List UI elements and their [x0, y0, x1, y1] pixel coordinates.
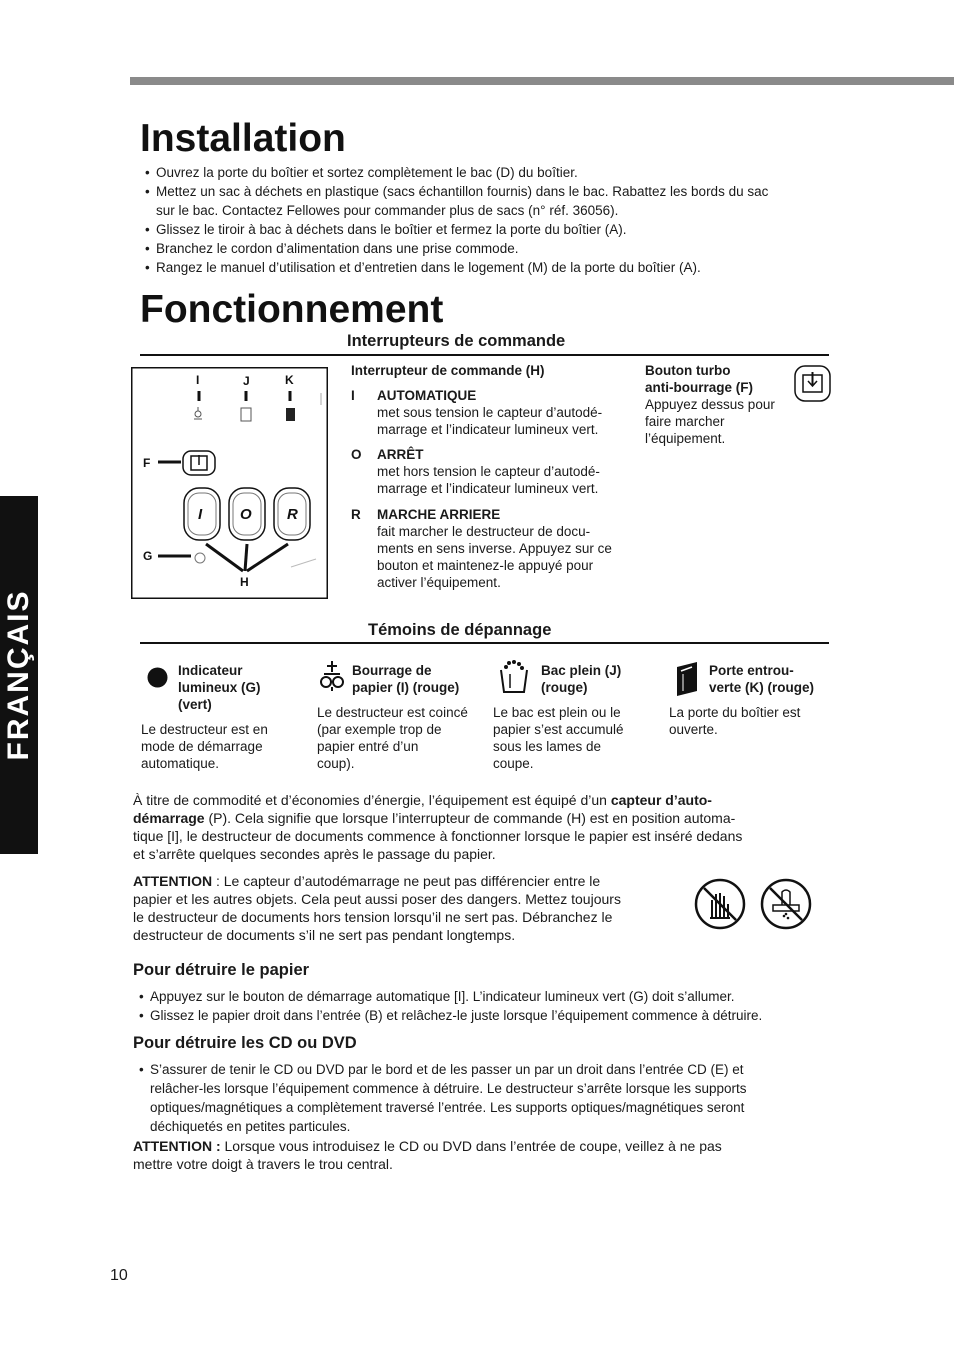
diagram-label-g: G — [143, 549, 153, 563]
indicator-desc — [669, 704, 800, 738]
indicator-desc — [141, 721, 268, 772]
language-tab — [0, 496, 38, 854]
list-item: • S’assurer de tenir le CD ou DVD par le bord et de les passer un par un droit dans l’entrée CD (E) et — [136, 1060, 836, 1079]
mode-desc: activer l’équipement. — [377, 575, 501, 590]
door-indicator-icon — [286, 408, 295, 421]
indicator-desc-line: papier s’est accumulé — [493, 722, 624, 737]
reverse-button-diagram — [274, 488, 310, 540]
door-open-icon — [676, 661, 698, 697]
autostart-text: et s’arrête quelques secondes après le passage du papier. — [133, 846, 496, 862]
switch-title: Interrupteur de commande (H) — [351, 363, 545, 378]
svg-text:R: R — [287, 506, 298, 523]
attention-text: destructeur de documents s’il ne sert pas pendant longtemps. — [133, 927, 516, 943]
turbo-description — [645, 362, 795, 447]
list-item-continuation — [136, 1117, 836, 1136]
bin-full-icon — [497, 660, 531, 694]
paper-jam-icon — [318, 660, 346, 692]
turbo-button-diagram — [183, 451, 215, 475]
cd-heading: Pour détruire les CD ou DVD — [133, 1034, 357, 1052]
attention-text: papier et les autres objets. Cela peut aussi poser des dangers. Mettez toujours — [133, 891, 621, 907]
list-item-continuation — [136, 1079, 836, 1098]
list-item-continuation — [136, 1098, 836, 1117]
cd-list — [136, 1060, 836, 1136]
attention-text: le destructeur de documents hors tension lorsqu’il ne sert pas. Débranchez le — [133, 909, 613, 925]
mode-key: I — [351, 388, 355, 403]
indicator-desc-line: automatique. — [141, 756, 220, 771]
turbo-desc: l’équipement. — [645, 431, 726, 446]
indicator-title-line: papier (I) (rouge) — [352, 680, 460, 695]
list-item: • Mettez un sac à déchets en plastique (sacs échantillon fournis) dans le bac. Rabattez les bords du sac — [142, 182, 832, 201]
indicator-desc-line: La porte du boîtier est — [669, 705, 801, 720]
fonctionnement-title: Fonctionnement — [140, 288, 444, 331]
autostart-text: À titre de commodité et d’économies d’énergie, l’équipement est équipé d’un — [133, 792, 611, 808]
troubleshooting-rule — [140, 642, 829, 644]
list-item: • Glissez le tiroir à bac à déchets dans le boîtier et fermez la porte du boîtier (A). — [142, 220, 832, 239]
indicator-title-line: Indicateur — [178, 663, 243, 678]
diagram-label-i: I — [196, 373, 200, 387]
no-cd-finger-warning-icon — [760, 878, 812, 930]
green-led-diagram — [195, 553, 205, 563]
mode-auto — [351, 387, 641, 438]
language-tab-label: FRANÇAIS — [2, 589, 35, 761]
indicator-title-line: Porte entrou- — [709, 663, 794, 678]
attention-text: Lorsque vous introduisez le CD ou DVD dans l’entrée de coupe, veillez à ne pas — [220, 1138, 722, 1154]
mode-name: ARRÊT — [377, 447, 424, 462]
continuation-text: sur le bac. Contactez Fellowes pour commander plus de sacs (n° réf. 36056). — [156, 203, 619, 218]
indicator-title-line: Bac plein (J) — [541, 663, 622, 678]
continuation-text: déchiquetés en petites particules. — [150, 1119, 351, 1134]
indicator-desc-line: coup). — [317, 756, 355, 771]
list-item: • Glissez le papier droit dans l’entrée (B) et relâchez-le juste lorsque l’équipement commence à détruire. — [136, 1006, 826, 1025]
autostart-text: tique [I], le destructeur de documents commence à fonctionner lorsque le papier est inséré dedans — [133, 828, 743, 844]
installation-list — [142, 163, 832, 277]
page-number: 10 — [110, 1267, 128, 1284]
mode-desc: bouton et maintenez-le appuyé pour — [377, 558, 594, 573]
turbo-title: anti-bourrage (F) — [645, 380, 753, 395]
indicator-title — [178, 662, 261, 713]
indicator-title — [352, 662, 459, 696]
turbo-desc: Appuyez dessus pour — [645, 397, 775, 412]
attention-label: ATTENTION — [133, 873, 213, 889]
mode-reverse — [351, 506, 641, 591]
indicator-desc-line: Le destructeur est en — [141, 722, 268, 737]
diagram-label-j: J — [243, 374, 250, 388]
attention-cd — [133, 1137, 833, 1173]
mode-name: MARCHE ARRIERE — [377, 507, 501, 522]
mode-desc: marrage et l’indicateur lumineux vert. — [377, 481, 599, 496]
indicator-desc-line: coupe. — [493, 756, 534, 771]
indicator-title-line: (rouge) — [541, 680, 588, 695]
top-rule-bar — [130, 77, 954, 85]
continuation-text: relâcher-les lorsque l’équipement commence à détruire. Le destructeur s’arrête lorsque les supports — [150, 1081, 747, 1096]
autostart-paragraph — [133, 791, 833, 863]
autostart-bold: démarrage — [133, 810, 205, 826]
attention-text: : Le capteur d’autodémarrage ne peut pas différencier entre le — [212, 873, 601, 889]
mode-desc: met sous tension le capteur d’autodé- — [377, 405, 603, 420]
mode-desc: ments en sens inverse. Appuyez sur ce — [377, 541, 612, 556]
no-hands-warning-icon — [694, 878, 746, 930]
diagram-label-h: H — [240, 575, 249, 589]
indicator-desc-line: Le destructeur est coincé — [317, 705, 468, 720]
list-item: • Branchez le cordon d’alimentation dans une prise commode. — [142, 239, 832, 258]
troubleshooting-heading: Témoins de dépannage — [368, 621, 552, 639]
indicator-desc — [493, 704, 624, 772]
mode-name: AUTOMATIQUE — [377, 388, 477, 403]
list-item: • Ouvrez la porte du boîtier et sortez complètement le bac (D) du boîtier. — [142, 163, 832, 182]
autostart-text: (P). Cela signifie que lorsque l’interrupteur de commande (H) est en position automa- — [204, 810, 736, 826]
green-led-icon — [147, 667, 168, 688]
indicator-title-line: lumineux (G) — [178, 680, 261, 695]
control-panel-diagram — [131, 367, 328, 599]
mode-desc: met hors tension le capteur d’autodé- — [377, 464, 600, 479]
list-item: • Appuyez sur le bouton de démarrage automatique [I]. L’indicateur lumineux vert (G) doit s’allumer. — [136, 987, 826, 1006]
paper-heading: Pour détruire le papier — [133, 961, 310, 979]
attention-text: mettre votre doigt à travers le trou central. — [133, 1156, 393, 1172]
turbo-desc: faire marcher — [645, 414, 725, 429]
off-button-diagram — [229, 488, 265, 540]
indicator-title-line: verte (K) (rouge) — [709, 680, 815, 695]
indicator-title-line: Bourrage de — [352, 663, 432, 678]
mode-key: R — [351, 507, 361, 522]
turbo-button-icon — [794, 365, 831, 402]
svg-text:O: O — [240, 506, 252, 523]
paper-list — [136, 987, 826, 1025]
diagram-label-k: K — [285, 373, 294, 387]
indicator-desc-line: ouverte. — [669, 722, 718, 737]
mode-key: O — [351, 447, 362, 462]
controls-rule — [140, 354, 829, 356]
controls-heading: Interrupteurs de commande — [347, 332, 566, 350]
autostart-bold: capteur d’auto- — [610, 792, 712, 808]
attention-label: ATTENTION : — [133, 1138, 221, 1154]
mode-off — [351, 446, 641, 497]
auto-button-diagram — [184, 488, 220, 540]
indicator-title-line: (vert) — [178, 697, 212, 712]
indicator-desc-line: Le bac est plein ou le — [493, 705, 621, 720]
attention-sensor — [133, 872, 693, 944]
indicator-desc-line: sous les lames de — [493, 739, 602, 754]
installation-title: Installation — [140, 117, 346, 160]
indicator-title — [541, 662, 621, 696]
diagram-label-f: F — [143, 456, 151, 470]
indicator-title — [709, 662, 814, 696]
indicator-desc-line: (par exemple trop de — [317, 722, 442, 737]
indicator-desc-line: mode de démarrage — [141, 739, 263, 754]
mode-desc: fait marcher le destructeur de docu- — [377, 524, 591, 539]
indicator-desc-line: papier entré d’un — [317, 739, 419, 754]
continuation-text: optiques/magnétiques a complètement traversé l’entrée. Les supports optiques/magnétiques seront — [150, 1100, 745, 1115]
mode-desc: marrage et l’indicateur lumineux vert. — [377, 422, 599, 437]
list-item: • Rangez le manuel d’utilisation et d’entretien dans le logement (M) de la porte du boîtier (A). — [142, 258, 832, 277]
svg-text:I: I — [198, 506, 203, 523]
switch-description — [351, 362, 641, 379]
turbo-title: Bouton turbo — [645, 363, 731, 378]
list-item-continuation — [142, 201, 832, 220]
indicator-desc — [317, 704, 468, 772]
